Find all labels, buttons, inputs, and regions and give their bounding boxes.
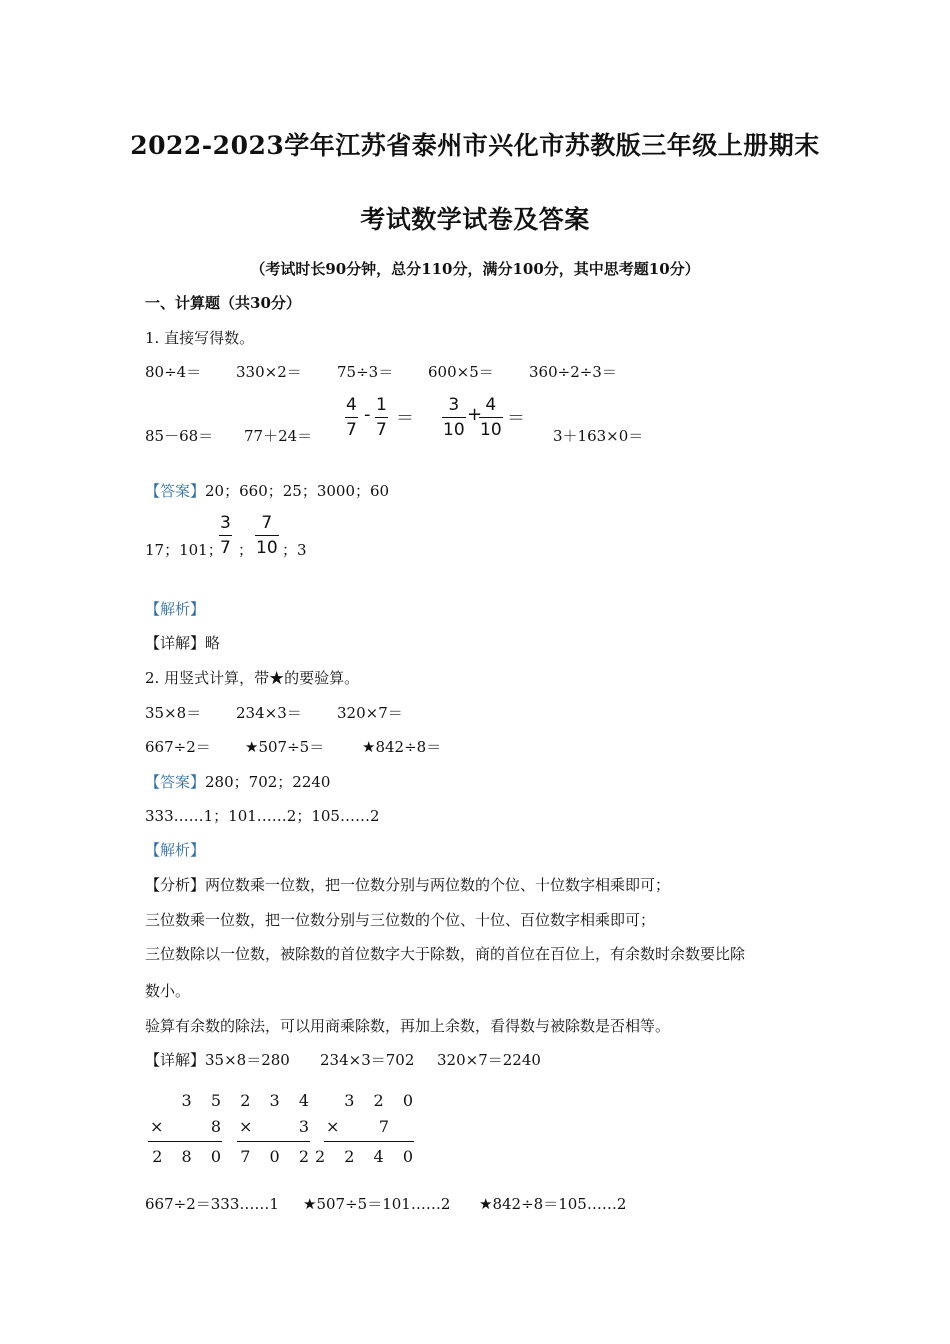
answer-separator: ； <box>238 541 254 559</box>
q1-item: 3＋163×0＝ <box>553 427 644 445</box>
division-item: ★507÷5＝101……2 <box>303 1195 451 1213</box>
q1-item: 80÷4＝ <box>145 363 202 381</box>
calculation-line <box>324 1141 414 1142</box>
multiplier: 7 <box>378 1117 396 1136</box>
detail-item: 320×7＝2240 <box>437 1051 541 1069</box>
answer-text: ；3 <box>282 541 307 559</box>
q1-item: 360÷2÷3＝ <box>529 363 617 381</box>
answer-tag: 【答案】 <box>145 482 206 500</box>
analysis-text: 三位数乘一位数，把一位数分别与三位数的个位、十位、百位数字相乘即可； <box>145 911 656 929</box>
fraction-bar <box>442 417 466 418</box>
division-item: ★842÷8＝105……2 <box>479 1195 627 1213</box>
section-heading: 一、计算题（共30分） <box>145 294 301 312</box>
product: 2 8 0 <box>152 1147 228 1166</box>
q2-answer <box>145 771 330 793</box>
q1-answer <box>145 480 389 502</box>
detail-tag: 【详解】 <box>145 634 206 652</box>
q2-item: 35×8＝ <box>145 704 202 722</box>
fraction-denominator: 10 <box>443 420 465 440</box>
multiplier: 8 <box>210 1117 228 1136</box>
fraction-denominator: 10 <box>480 420 502 440</box>
answer-text: 333……1；101……2；105……2 <box>145 807 380 825</box>
fraction-numerator: 3 <box>220 513 231 533</box>
title-line-2: 考试数学试卷及答案 <box>360 205 590 234</box>
analysis-subtag: 【分析】 <box>145 876 206 894</box>
answer-tag: 【答案】 <box>145 773 206 791</box>
vertical-calculation <box>315 1090 420 1170</box>
fraction-denominator: 10 <box>256 538 278 558</box>
times-sign: × <box>239 1117 260 1136</box>
q1-item: 85－68＝ <box>145 427 214 445</box>
answer-text: 17；101； <box>145 541 223 559</box>
q1-item: 75÷3＝ <box>337 363 394 381</box>
product: 2 2 4 0 <box>315 1147 420 1166</box>
q1-item: 600×5＝ <box>428 363 494 381</box>
q1-title: 1. 直接写得数。 <box>145 329 255 347</box>
analysis-text: 验算有余数的除法，可以用商乘除数，再加上余数，看得数与被除数是否相等。 <box>145 1017 671 1035</box>
fraction-denominator: 7 <box>376 420 387 440</box>
fraction-numerator: 4 <box>485 395 497 415</box>
detail-tag: 【详解】 <box>145 1051 206 1069</box>
answer-text: 280；702；2240 <box>205 773 331 791</box>
fraction-numerator: 3 <box>448 395 460 415</box>
answer-text: 20；660；25；3000；60 <box>205 482 390 500</box>
vertical-calculation <box>148 1090 228 1170</box>
calculation-line <box>148 1141 222 1142</box>
equals-sign: ＝ <box>396 408 414 429</box>
minus-sign: - <box>364 404 371 425</box>
calculation-line <box>237 1141 310 1142</box>
fraction-bar <box>375 417 388 418</box>
q2-item: 667÷2＝ <box>145 738 211 756</box>
q2-title: 2. 用竖式计算，带★的要验算。 <box>145 669 360 687</box>
exam-subtitle: （考试时长90分钟，总分110分，满分100分，其中思考题10分） <box>250 260 700 278</box>
product: 7 0 2 <box>240 1147 316 1166</box>
title-line-1: 2022-2023学年江苏省泰州市兴化市苏教版三年级上册期末 <box>130 131 820 160</box>
multiplicand: 3 2 0 <box>344 1091 420 1110</box>
q2-detail <box>145 1049 290 1071</box>
division-item: 667÷2＝333……1 <box>145 1195 279 1213</box>
detail-text: 略 <box>205 634 221 652</box>
detail-item: 35×8＝280 <box>205 1051 290 1069</box>
q2-item: 234×3＝ <box>236 704 302 722</box>
times-sign: × <box>326 1117 347 1136</box>
q2-analysis <box>145 874 670 896</box>
plus-sign: + <box>467 404 483 425</box>
equals-sign: ＝ <box>507 408 525 429</box>
multiplicand: 2 3 4 <box>240 1091 316 1110</box>
q2-item: 320×7＝ <box>337 704 403 722</box>
fraction-numerator: 1 <box>376 395 387 415</box>
q1-item: 77＋24＝ <box>244 427 313 445</box>
analysis-text: 数小。 <box>145 982 191 1000</box>
fraction <box>345 394 358 441</box>
fraction-bar <box>255 535 279 536</box>
fraction <box>375 394 388 441</box>
analysis-tag: 【解析】 <box>145 841 206 859</box>
answer-fraction <box>219 512 232 559</box>
fraction <box>479 394 503 441</box>
fraction-bar <box>345 417 358 418</box>
fraction-bar <box>219 535 232 536</box>
q2-item: ★507÷5＝ <box>245 738 325 756</box>
fraction-numerator: 4 <box>346 395 357 415</box>
times-sign: × <box>150 1117 171 1136</box>
detail-item: 234×3＝702 <box>320 1051 415 1069</box>
fraction-denominator: 7 <box>346 420 357 440</box>
multiplicand: 3 5 <box>181 1091 228 1110</box>
analysis-tag: 【解析】 <box>145 600 206 618</box>
multiplier: 3 <box>298 1117 316 1136</box>
q1-item: 330×2＝ <box>236 363 302 381</box>
fraction-bar <box>479 417 503 418</box>
fraction-numerator: 7 <box>261 513 273 533</box>
q1-detail <box>145 632 220 654</box>
answer-fraction <box>255 512 279 559</box>
fraction <box>442 394 466 441</box>
q2-item: ★842÷8＝ <box>362 738 442 756</box>
analysis-text: 三位数除以一位数，被除数的首位数字大于除数，商的首位在百位上，有余数时余数要比除 <box>145 945 746 963</box>
analysis-text: 两位数乘一位数，把一位数分别与两位数的个位、十位数字相乘即可； <box>205 876 671 894</box>
fraction-denominator: 7 <box>220 538 231 558</box>
vertical-calculation <box>237 1090 316 1170</box>
